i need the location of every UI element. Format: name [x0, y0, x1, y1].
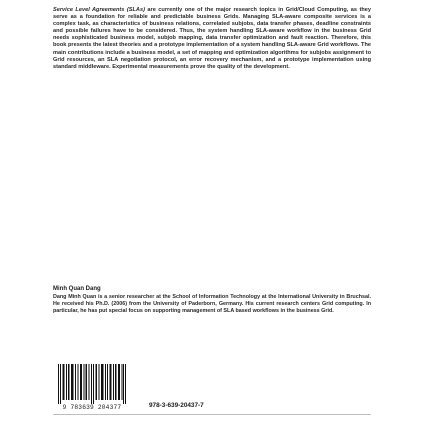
author-bio-text: Dang Minh Quan is a senior researcher at the School of Information Technology at the International University in Bruchsal. He received his Ph.D. (2006) from the University of Paderborn, Germany. His current research centers Grid computing. In particular, he has put special focus on supporting management of SLA based workflows in the business Grid.	[53, 294, 371, 314]
author-bio	[53, 286, 371, 315]
barcode	[53, 364, 131, 413]
description-body: are currently one of the major research topics in Grid/Cloud Computing, as they serve as a foundation for reliable and predictable business Grids. Managing SLA-aware composite services is a complex task, as characteristics of business relations, correlated subjobs, data transfer phases, deadline constraints and possible failures have to be considered. Thus, the system handling SLA-aware workflow in the business Grid needs sophisticated business model, subjob mapping, data transfer optimization and fault reaction. Therefore, this book presents the latest theories and a prototype implementation of a system handling SLA-aware Grid workflows. The main contributions include a business model, a set of mapping and optimization algorithms for subjobs assignment to Grid resources, an SLA negotiation protocol, an error recovery mechanism, and a prototype implementation using standard middleware. Experimental measurements prove the quality of the development.	[53, 7, 371, 70]
bottom-divider	[53, 414, 371, 415]
author-name: Minh Quan Dang	[53, 286, 101, 292]
description-lead: Service Level Agreements (SLAs)	[53, 7, 145, 13]
barcode-icon	[58, 364, 126, 404]
book-description	[53, 7, 371, 71]
barcode-digits: 9 783639 204377	[62, 404, 122, 411]
isbn: 978-3-639-20437-7	[149, 402, 204, 409]
